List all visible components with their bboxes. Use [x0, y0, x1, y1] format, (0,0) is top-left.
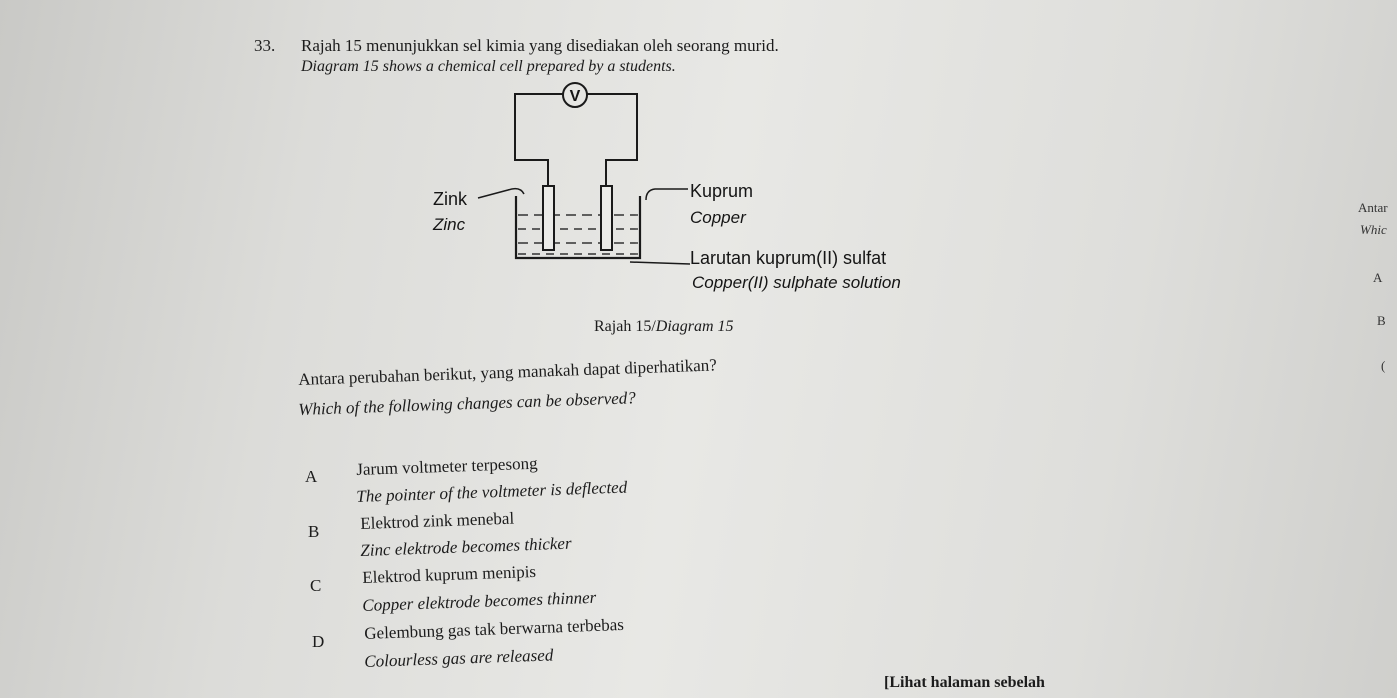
option-a-text-en: The pointer of the voltmeter is deflected: [356, 477, 628, 506]
side-letter-b: B: [1377, 313, 1386, 328]
option-c-text-ms: Elektrod kuprum menipis: [362, 561, 537, 587]
copper-label-ms: Kuprum: [690, 181, 754, 201]
question-number: 33.: [254, 36, 276, 55]
copper-label-en: Copper: [690, 208, 746, 227]
label-pointers: [478, 189, 690, 264]
diagram-caption: [594, 318, 734, 336]
zinc-label-en: Zinc: [433, 215, 466, 234]
zinc-label-ms: Zink: [433, 189, 468, 209]
side-letter-c: (: [1381, 358, 1386, 373]
option-d-text-ms: Gelembung gas tak berwarna terbebas: [364, 614, 625, 643]
option-d-text-en: Colourless gas are released: [364, 645, 554, 671]
option-a-letter: A: [305, 467, 318, 486]
caption-ms: Rajah 15/: [594, 318, 656, 335]
copper-electrode: [601, 186, 612, 250]
question-stem-en: Which of the following changes can be observed?: [298, 388, 637, 419]
circuit-wires: [515, 94, 637, 188]
voltmeter-symbol: V: [569, 88, 581, 105]
side-letter-a: A: [1373, 270, 1383, 285]
option-d-letter: D: [312, 632, 325, 651]
beaker: [516, 196, 640, 258]
option-b-letter: B: [308, 522, 320, 541]
solution-liquid: [518, 215, 638, 254]
side-fragment-antar: Antar: [1358, 200, 1388, 215]
question-stem-ms: Antara perubahan berikut, yang manakah dapat diperhatikan?: [298, 355, 718, 389]
option-c-letter: C: [310, 576, 322, 595]
caption-en: Diagram 15: [655, 318, 734, 335]
option-c-text-en: Copper elektrode becomes thinner: [362, 587, 597, 615]
solution-label-en: Copper(II) sulphate solution: [692, 273, 901, 292]
question-intro-ms: Rajah 15 menunjukkan sel kimia yang disediakan oleh seorang murid.: [301, 36, 779, 55]
option-a-text-ms: Jarum voltmeter terpesong: [356, 453, 538, 479]
solution-label-ms: Larutan kuprum(II) sulfat: [690, 248, 887, 268]
option-b-text-en: Zinc elektrode becomes thicker: [360, 533, 572, 560]
footer-next-page: [Lihat halaman sebelah: [884, 674, 1045, 691]
zinc-electrode: [543, 186, 554, 250]
option-b-text-ms: Elektrod zink menebal: [360, 508, 515, 533]
side-fragment-whic: Whic: [1360, 222, 1387, 237]
question-intro-en: Diagram 15 shows a chemical cell prepared by a students.: [301, 58, 676, 75]
